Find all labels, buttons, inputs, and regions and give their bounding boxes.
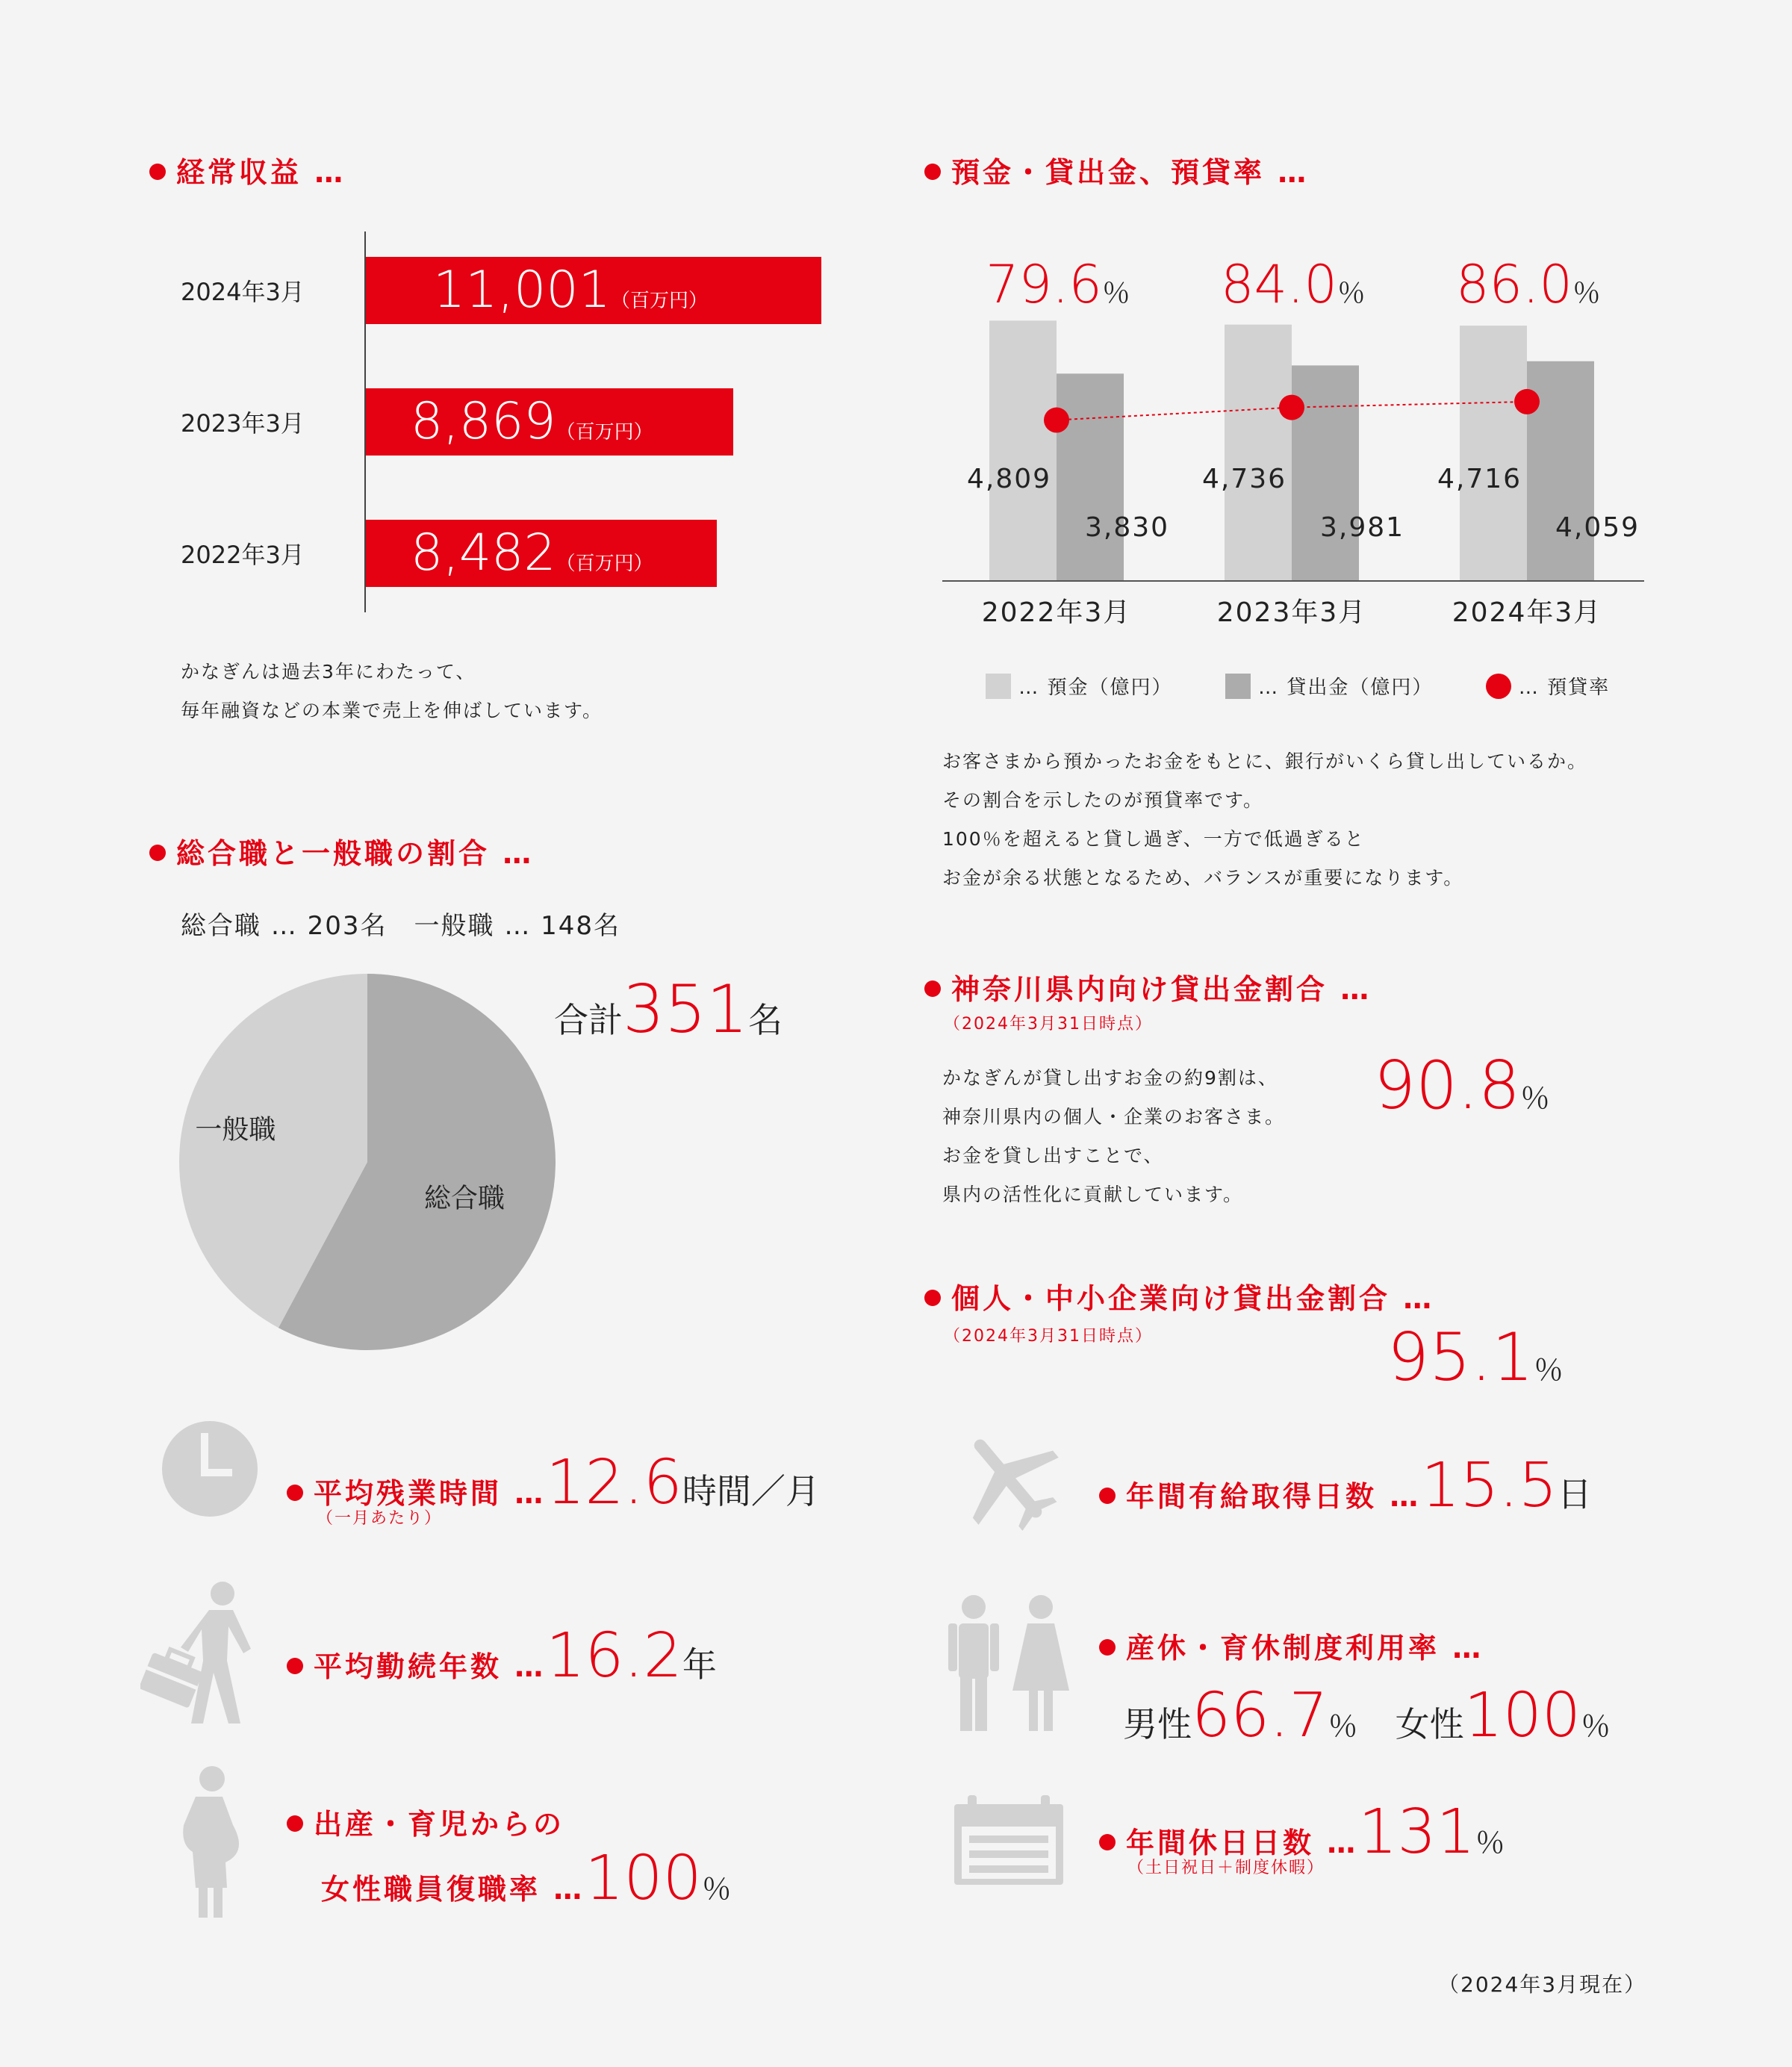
revenue-year-label: 2023年3月 — [181, 409, 305, 438]
total-label: 合計 — [554, 1000, 623, 1040]
ratio-value-label: 79.6％ — [986, 254, 1130, 315]
pregnant-woman-icon — [173, 1762, 248, 1919]
kanagawa-unit: ％ — [1519, 1081, 1550, 1116]
paid-leave-unit: 日 — [1557, 1474, 1592, 1514]
holidays-sub: （土日祝日＋制度休暇） — [1127, 1859, 1325, 1877]
legend-label-ratio: … 預貸率 — [1518, 677, 1611, 699]
pie-label-career: 総合職 — [423, 1183, 505, 1214]
legend-swatch-ratio — [1486, 674, 1511, 699]
ratio-point — [1044, 408, 1069, 433]
workforce-pie-chart — [173, 968, 561, 1356]
return-stat — [321, 1843, 732, 1914]
sme-value — [1387, 1319, 1564, 1396]
total-unit: 名 — [747, 1000, 783, 1040]
tenure-stat — [287, 1620, 717, 1691]
ratio-value-label: 86.0％ — [1456, 254, 1601, 315]
return-value: 100 — [585, 1843, 702, 1914]
workforce-total — [554, 971, 783, 1048]
loan-bar — [1057, 373, 1124, 581]
parental-values — [1123, 1680, 1611, 1751]
couple-icon — [944, 1594, 1075, 1732]
loan-value-label: 3,830 — [1085, 512, 1170, 543]
revenue-year-label: 2024年3月 — [181, 278, 305, 306]
clock-icon — [160, 1419, 260, 1519]
legend-label-loan: … 貸出金（億円） — [1258, 677, 1434, 699]
bullet-dot — [924, 1290, 941, 1306]
revenue-value-label: 8,482（百万円） — [411, 523, 653, 582]
kanagawa-number: 90.8 — [1374, 1047, 1520, 1124]
deposits-note-line-3: 100％を超えると貸し過ぎ、一方で低過ぎると — [942, 828, 1365, 850]
revenue-year-label: 2022年3月 — [181, 541, 305, 569]
deposit-value-label: 4,809 — [967, 464, 1052, 494]
x-tick-label: 2024年3月 — [1452, 597, 1602, 628]
return-label: 出産・育児からの — [287, 1801, 564, 1842]
commuter-icon — [140, 1577, 260, 1726]
legend-swatch-loan — [1225, 674, 1251, 699]
loan-value-label: 4,059 — [1555, 512, 1640, 543]
kanagawa-note-line-4: 県内の活性化に貢献しています。 — [942, 1184, 1244, 1205]
pie-label-general: 一般職 — [195, 1114, 276, 1146]
tenure-value: 16.2 — [546, 1620, 682, 1691]
ratio-point — [1279, 395, 1304, 420]
overtime-label: 平均残業時間 … — [287, 1477, 546, 1510]
tenure-unit: 年 — [682, 1644, 717, 1685]
revenue-note-line-1: かなぎんは過去3年にわたって、 — [181, 661, 476, 683]
x-tick-label: 2023年3月 — [1216, 597, 1367, 628]
kanagawa-heading: 神奈川県内向け貸出金割合 … — [924, 966, 1372, 1007]
calendar-icon — [954, 1795, 1063, 1885]
x-tick-label: 2022年3月 — [981, 597, 1132, 628]
workforce-summary: 総合職 … 203名 一般職 … 148名 — [181, 911, 621, 941]
revenue-value-label: 11,001（百万円） — [433, 261, 708, 320]
deposit-bar — [1225, 325, 1292, 581]
loan-value-label: 3,981 — [1320, 512, 1405, 543]
sme-unit: ％ — [1533, 1353, 1564, 1387]
legend-swatch-deposit — [986, 674, 1011, 699]
legend-label-deposit: … 預金（億円） — [1018, 677, 1173, 699]
sme-number: 95.1 — [1387, 1319, 1534, 1396]
paid-leave-value: 15.5 — [1421, 1450, 1558, 1521]
female-label: 女性 — [1395, 1704, 1464, 1744]
bullet-dot — [149, 164, 166, 180]
holidays-label: 年間休日日数 … — [1099, 1827, 1358, 1859]
bullet-dot — [149, 845, 166, 861]
sme-heading: 個人・中小企業向け貸出金割合 … — [924, 1275, 1434, 1317]
deposit-bar — [1460, 326, 1527, 581]
female-unit: ％ — [1581, 1709, 1611, 1744]
deposits-heading: 預金・貸出金、預貸率 … — [924, 149, 1309, 190]
revenue-value-label: 8,869（百万円） — [411, 392, 653, 451]
male-value: 66.7 — [1192, 1680, 1328, 1751]
overtime-unit: 時間／月 — [682, 1471, 820, 1511]
parental-label: 産休・育休制度利用率 … — [1099, 1625, 1484, 1666]
kanagawa-date: （2024年3月31日時点） — [944, 1015, 1153, 1034]
deposit-legend — [986, 672, 1732, 702]
footnote: （2024年3月現在） — [1438, 1972, 1647, 1997]
workforce-heading: 総合職と一般職の割合 … — [149, 830, 534, 871]
revenue-heading: 経常収益 … — [149, 149, 346, 190]
deposits-note-line-1: お客さまから預かったお金をもとに、銀行がいくら貸し出しているか。 — [942, 750, 1588, 772]
loan-bar — [1292, 365, 1359, 581]
bullet-dot — [924, 980, 941, 997]
deposit-value-label: 4,736 — [1202, 464, 1287, 494]
deposits-note-line-2: その割合を示したのが預貸率です。 — [942, 789, 1264, 811]
overtime-sub: （一月あたり） — [317, 1509, 443, 1528]
female-value: 100 — [1463, 1680, 1581, 1751]
deposit-bar — [989, 320, 1057, 581]
deposit-loan-chart — [926, 239, 1673, 642]
holidays-value: 131 — [1358, 1797, 1475, 1868]
deposits-note-line-4: お金が余る状態となるため、バランスが重要になります。 — [942, 867, 1464, 889]
return-unit: ％ — [701, 1872, 732, 1906]
bullet-dot — [924, 164, 941, 180]
kanagawa-note — [942, 1059, 1285, 1214]
revenue-note — [181, 653, 603, 730]
holidays-unit: ％ — [1475, 1826, 1505, 1860]
deposit-value-label: 4,716 — [1437, 464, 1522, 494]
kanagawa-note-line-1: かなぎんが貸し出すお金の約9割は、 — [942, 1067, 1278, 1089]
return-label-line2: 女性職員復職率 … — [321, 1873, 585, 1906]
tenure-label: 平均勤続年数 … — [287, 1650, 546, 1683]
kanagawa-note-line-3: お金を貸し出すことで、 — [942, 1145, 1164, 1166]
kanagawa-note-line-2: 神奈川県内の個人・企業のお客さま。 — [942, 1106, 1286, 1128]
ratio-point — [1514, 389, 1540, 414]
male-label: 男性 — [1123, 1704, 1192, 1744]
paid-leave-label: 年間有給取得日数 … — [1099, 1480, 1421, 1513]
airplane-icon — [956, 1426, 1060, 1531]
deposits-note — [942, 742, 1587, 898]
overtime-value: 12.6 — [546, 1447, 682, 1518]
male-unit: ％ — [1328, 1709, 1358, 1744]
paid-leave-stat — [1099, 1450, 1592, 1521]
total-value: 351 — [623, 971, 748, 1048]
ratio-value-label: 84.0％ — [1221, 254, 1366, 315]
kanagawa-value — [1374, 1047, 1550, 1124]
revenue-note-line-2: 毎年融資などの本業で売上を伸ばしています。 — [181, 700, 603, 721]
sme-date: （2024年3月31日時点） — [944, 1327, 1153, 1346]
